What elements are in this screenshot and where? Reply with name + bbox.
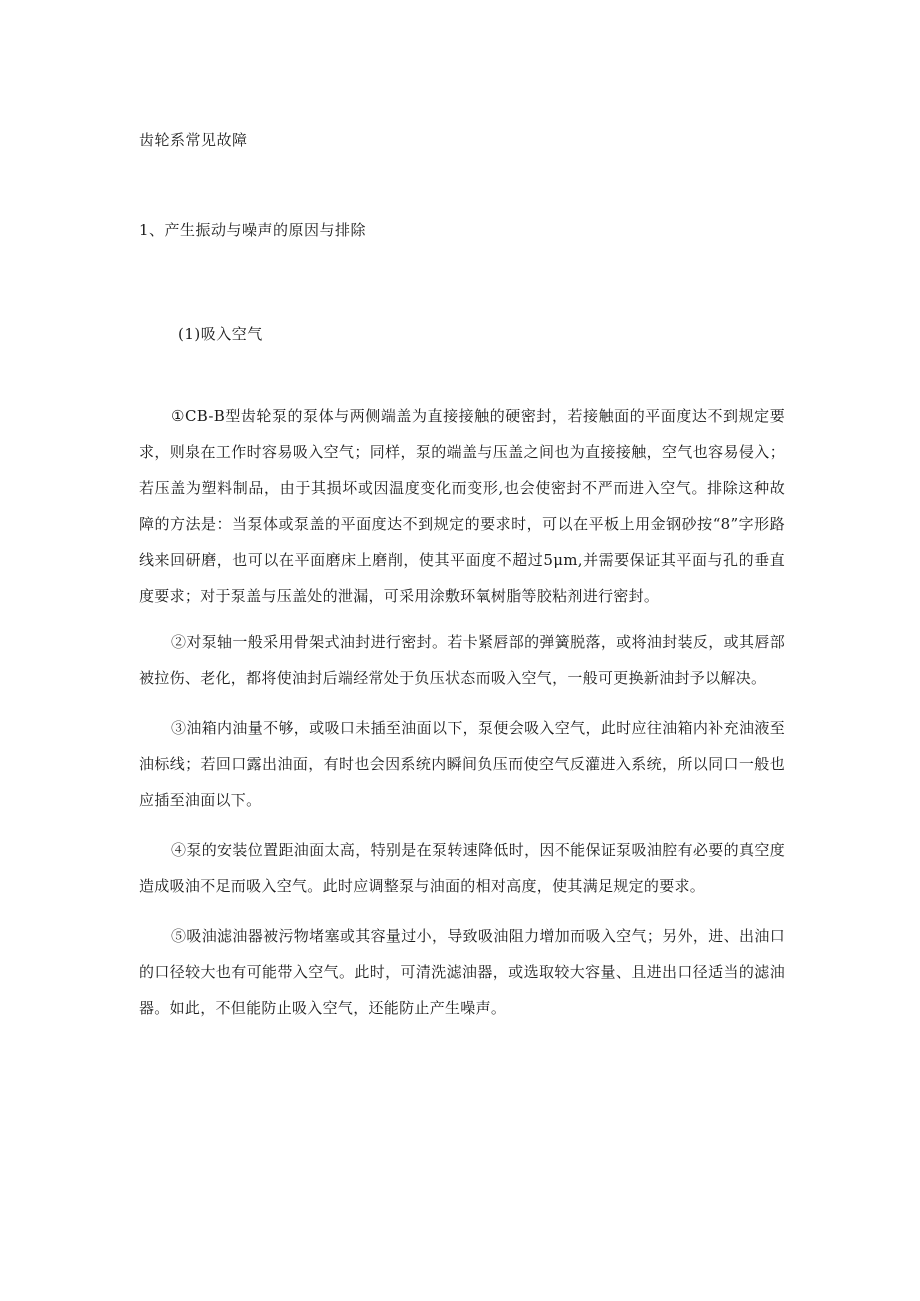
paragraph-4: ④泵的安装位置距油面太高，特别是在泵转速降低时，因不能保证泵吸油腔有必要的真空度造成吸油不足而吸入空气。此时应调整泵与油面的相对高度，使其满足规定的要求。 — [139, 841, 785, 895]
paragraph-1: ①CB-B型齿轮泵的泵体与两侧端盖为直接接触的硬密封，若接触面的平面度达不到规定要求，则泉在工作时容易吸入空气；同样，泵的端盖与压盖之间也为直接接触，空气也容易侵入；若压盖为塑料制品，由于其损坏或因温度变化而变形,也会使密封不严而进入空气。排除这种故障的方法是：当泵体或泵盖的平面度达不到规定的要求时，可以在平板上用金钢砂按“8”字形路线来回研磨，也可以在平面磨床上磨削，使其平面度不超过5μm,并需要保证其平面与孔的垂直度要求；对于泵盖与压盖处的泄漏，可采用涂敷环氧树脂等胶粘剂进行密封。 — [139, 407, 785, 605]
paragraph-3: ③油箱内油量不够，或吸口未插至油面以下，泵便会吸入空气，此时应往油箱内补充油液至油标线；若回口露出油面，有时也会因系统内瞬间负压而使空气反灌进入系统，所以同口一般也应插至油面以下。 — [139, 719, 785, 809]
paragraph-2: ②对泵轴一般采用骨架式油封进行密封。若卡紧唇部的弹簧脱落，或将油封装反，或其唇部被拉伤、老化，都将使油封后端经常处于负压状态而吸入空气，一般可更换新油封予以解决。 — [139, 633, 785, 687]
sub-heading: (1)吸入空气 — [178, 325, 263, 343]
paragraph-5: ⑤吸油滤油器被污物堵塞或其容量过小，导致吸油阻力增加而吸入空气；另外，进、出油口的口径较大也有可能带入空气。此时，可清洗滤油器，或选取较大容量、且进出口径适当的滤油器。如此，不但能防止吸入空气，还能防止产生噪声。 — [139, 927, 785, 1017]
body-text — [139, 398, 785, 1040]
section-heading: 1、产生振动与噪声的原因与排除 — [139, 221, 367, 239]
document-title: 齿轮系常见故障 — [139, 131, 248, 149]
